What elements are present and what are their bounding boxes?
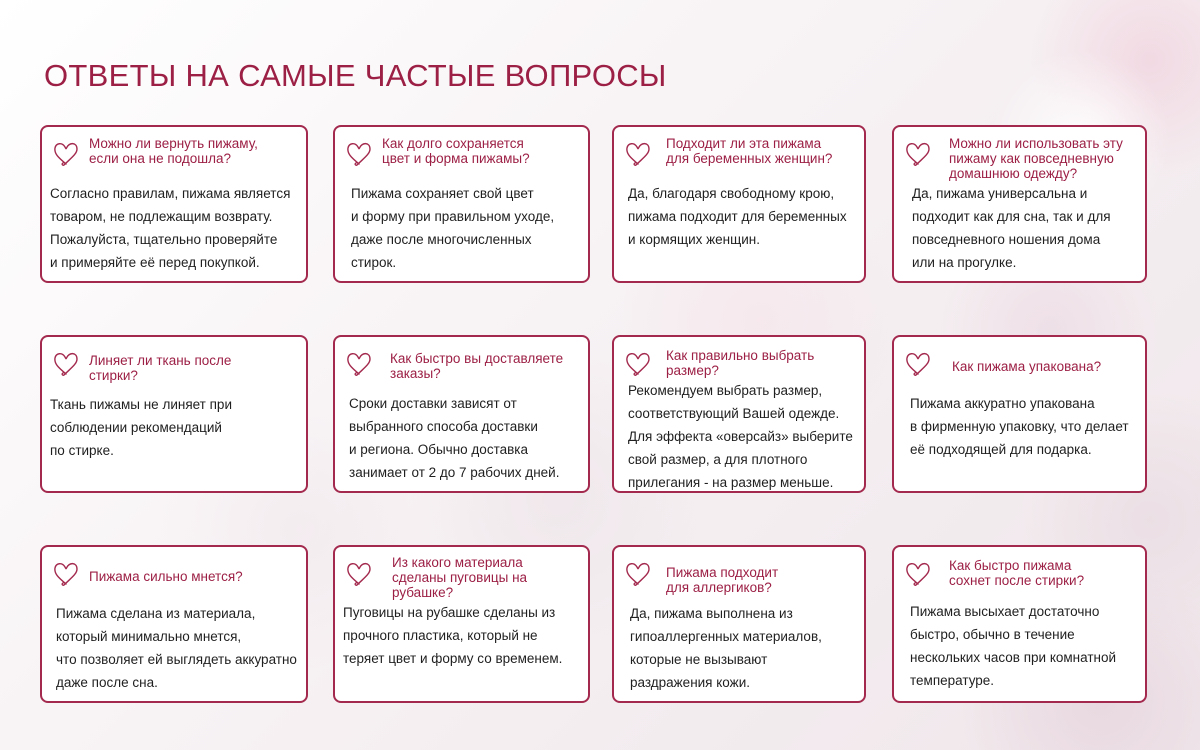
faq-card: [892, 335, 1147, 493]
heart-icon: [904, 350, 932, 376]
faq-question: Как быстро вы доставляете заказы?: [390, 351, 564, 381]
faq-answer: Да, благодаря свободному крою, пижама подходит для беременных и кормящих женщин.: [628, 186, 847, 247]
faq-answer: Пижама сделана из материала, который минимально мнется, что позволяет ей выглядеть аккуратно даже после сна.: [56, 606, 297, 690]
heart-icon: [904, 140, 932, 166]
faq-card: [333, 125, 590, 283]
heart-icon: [624, 560, 652, 586]
faq-card: [40, 335, 308, 493]
heart-icon: [52, 350, 80, 376]
faq-question: Как быстро пижама сохнет после стирки?: [949, 558, 1085, 588]
faq-card: [892, 545, 1147, 703]
faq-question: Как пижама упакована?: [952, 359, 1102, 374]
faq-question: Линяет ли ткань после стирки?: [89, 353, 232, 383]
faq-card: [612, 125, 866, 283]
faq-card: [333, 335, 590, 493]
faq-card: [612, 335, 866, 493]
faq-answer: Пуговицы на рубашке сделаны из прочного пластика, который не теряет цвет и форму со временем.: [343, 605, 563, 666]
faq-question: Пижама сильно мнется?: [89, 569, 243, 584]
faq-card: [40, 125, 308, 283]
faq-card: [40, 545, 308, 703]
heart-icon: [345, 140, 373, 166]
faq-question: Как правильно выбрать размер?: [666, 348, 815, 378]
faq-card: [333, 545, 590, 703]
faq-answer: Рекомендуем выбрать размер, соответствующий Вашей одежде. Для эффекта «оверсайз» выберите свой размер, а для плотного прилегания - на размер меньше.: [628, 383, 853, 490]
faq-answer: Да, пижама выполнена из гипоаллергенных материалов, которые не вызывают раздражения кожи.: [630, 606, 822, 690]
faq-answer: Согласно правилам, пижама является товаром, не подлежащим возврату. Пожалуйста, тщательно проверяйте и примеряйте её перед покупкой.: [50, 186, 291, 270]
page-title: ОТВЕТЫ НА САМЫЕ ЧАСТЫЕ ВОПРОСЫ: [44, 58, 667, 93]
faq-question: Можно ли использовать эту пижаму как повседневную домашнюю одежду?: [949, 136, 1123, 181]
faq-question: Как долго сохраняется цвет и форма пижамы?: [382, 136, 530, 166]
heart-icon: [624, 140, 652, 166]
faq-question: Из какого материала сделаны пуговицы на рубашке?: [392, 555, 528, 600]
faq-question: Пижама подходит для аллергиков?: [666, 565, 779, 595]
heart-icon: [345, 560, 373, 586]
faq-answer: Пижама высыхает достаточно быстро, обычно в течение нескольких часов при комнатной температуре.: [910, 604, 1117, 688]
faq-answer: Пижама сохраняет свой цвет и форму при правильном уходе, даже после многочисленных стирок.: [351, 186, 555, 270]
faq-card: [612, 545, 866, 703]
faq-answer: Сроки доставки зависят от выбранного способа доставки и региона. Обычно доставка занимает от 2 до 7 рабочих дней.: [349, 396, 560, 480]
faq-answer: Ткань пижамы не линяет при соблюдении рекомендаций по стирке.: [50, 397, 232, 458]
heart-icon: [624, 350, 652, 376]
faq-question: Можно ли вернуть пижаму, если она не подошла?: [89, 136, 258, 166]
faq-answer: Пижама аккуратно упакована в фирменную упаковку, что делает её подходящей для подарка.: [910, 396, 1129, 457]
faq-card: [892, 125, 1147, 283]
heart-icon: [345, 350, 373, 376]
faq-question: Подходит ли эта пижама для беременных женщин?: [666, 136, 833, 166]
heart-icon: [904, 560, 932, 586]
heart-icon: [52, 560, 80, 586]
heart-icon: [52, 140, 80, 166]
faq-answer: Да, пижама универсальна и подходит как для сна, так и для повседневного ношения дома или на прогулке.: [912, 186, 1111, 270]
